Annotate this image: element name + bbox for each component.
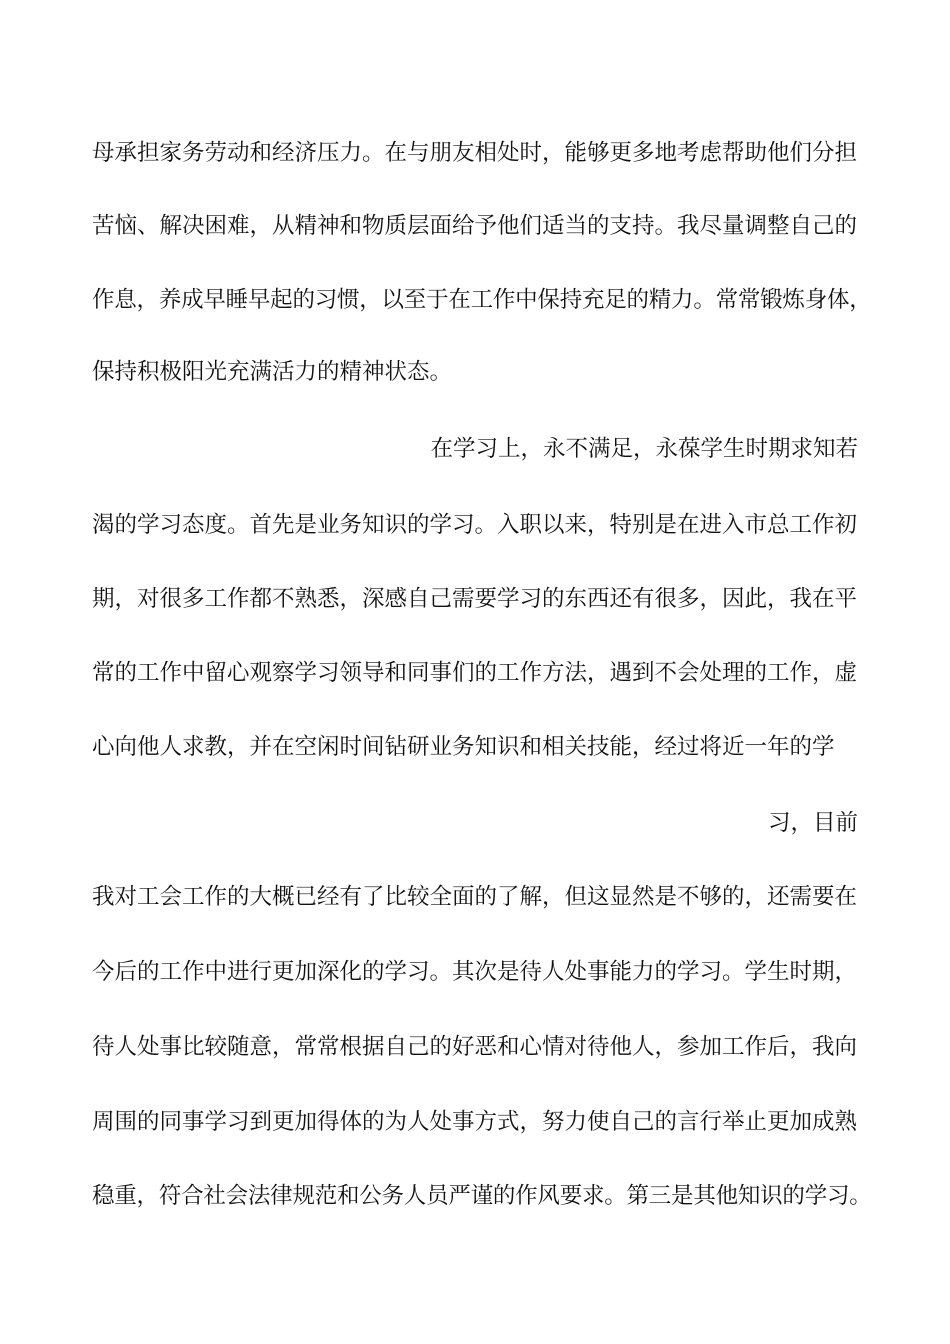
text-line: 渴的学习态度。首先是业务知识的学习。入职以来，特别是在进入市总工作初 <box>92 512 858 538</box>
text-line: 心向他人求教，并在空闲时间钻研业务知识和相关技能，经过将近一年的学 <box>92 734 835 760</box>
text-line: 今后的工作中进行更加深化的学习。其次是待人处事能力的学习。学生时期， <box>92 959 858 985</box>
text-line: 期，对很多工作都不熟悉，深感自己需要学习的东西还有很多，因此，我在平 <box>92 586 858 612</box>
text-line: 常的工作中留心观察学习领导和同事们的工作方法，遇到不会处理的工作，虚 <box>92 660 858 686</box>
text-line: 保持积极阳光充满活力的精神状态。 <box>92 359 453 385</box>
text-line: 在学习上，永不满足，永葆学生时期求知若 <box>430 436 858 462</box>
text-line: 我对工会工作的大概已经有了比较全面的了解，但这显然是不够的，还需要在 <box>92 884 858 910</box>
text-line: 习，目前 <box>767 810 858 836</box>
text-line: 稳重，符合社会法律规范和公务人员严谨的作风要求。第三是其他知识的学习。 <box>92 1183 872 1209</box>
text-line: 周围的同事学习到更加得体的为人处事方式，努力使自己的言行举止更加成熟 <box>92 1109 858 1135</box>
text-line: 待人处事比较随意，常常根据自己的好恶和心情对待他人，参加工作后，我向 <box>92 1034 858 1060</box>
text-line: 作息，养成早睡早起的习惯，以至于在工作中保持充足的精力。常常锻炼身体， <box>92 287 872 313</box>
text-line: 母承担家务劳动和经济压力。在与朋友相处时，能够更多地考虑帮助他们分担 <box>92 140 858 166</box>
text-line: 苦恼、解决困难，从精神和物质层面给予他们适当的支持。我尽量调整自己的 <box>92 213 858 239</box>
